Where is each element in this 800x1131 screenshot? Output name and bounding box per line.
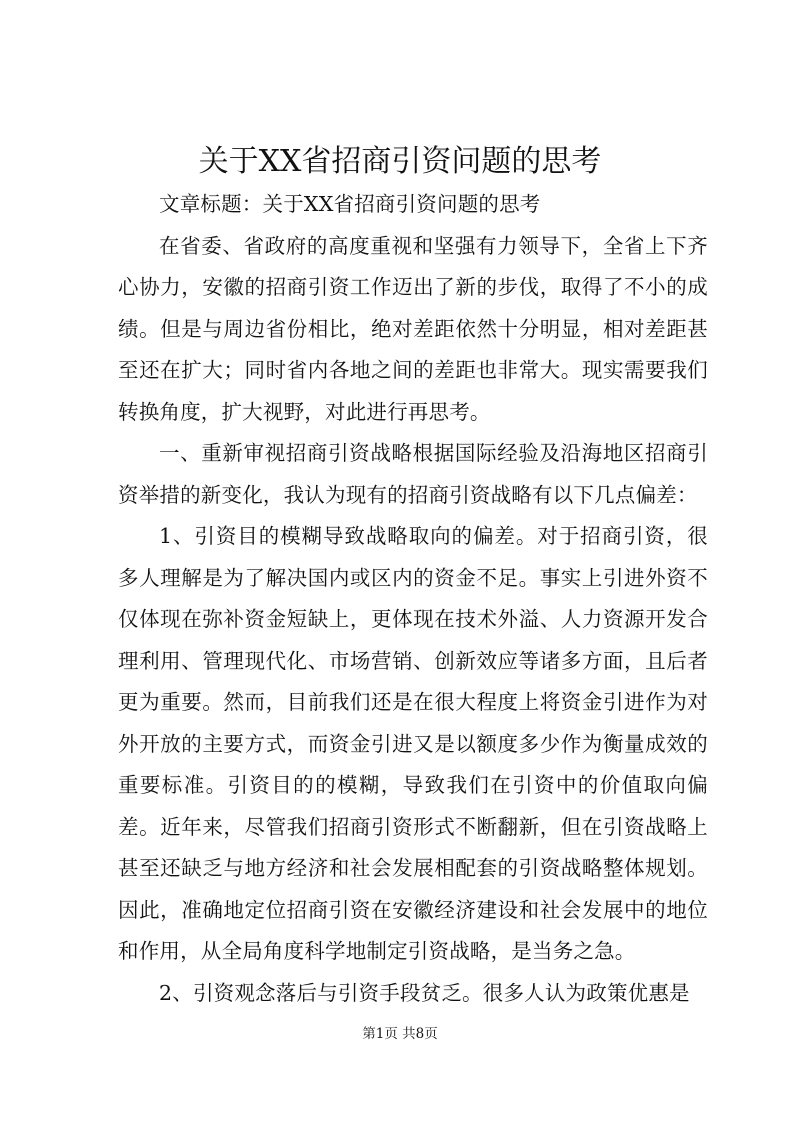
paragraph-intro: 在省委、省政府的高度重视和坚强有力领导下，全省上下齐心协力，安徽的招商引资工作迈出了新的步伐，取得了不小的成绩。但是与周边省份相比，绝对差距依然十分明显，相对差距甚至还在扩大；同时省内各地之间的差距也非常大。现实需要我们转换角度，扩大视野，对此进行再思考。	[118, 233, 708, 424]
paragraph-article-heading: 文章标题：关于XX省招商引资问题的思考	[159, 192, 541, 216]
paragraph-point-two: 2、引资观念落后与引资手段贫乏。很多人认为政策优惠是	[159, 980, 690, 1005]
paragraph-point-one: 1、引资目的模糊导致战略取向的偏差。对于招商引资，很多人理解是为了解决国内或区内的资金不足。事实上引进外资不仅体现在弥补资金短缺上，更体现在技术外溢、人力资源开发合理利用、管理现代化、市场营销、创新效应等诸多方面，且后者更为重要。然而，目前我们还是在很大程度上将资金引进作为对外开放的主要方式，而资金引进又是以额度多少作为衡量成效的重要标准。引资目的的模糊，导致我们在引资中的价值取向偏差。近年来，尽管我们招商引资形式不断翻新，但在引资战略上甚至还缺乏与地方经济和社会发展相配套的引资战略整体规划。因此，准确地定位招商引资在安徽经济建设和社会发展中的地位和作用，从全局角度科学地制定引资战略，是当务之急。	[118, 524, 708, 963]
document-body	[118, 184, 708, 1014]
document-title: 关于XX省招商引资问题的思考	[198, 144, 602, 179]
page-number-footer: 第1页 共8页	[362, 1026, 438, 1042]
paragraph-section-one: 一、重新审视招商引资战略根据国际经验及沿海地区招商引资举措的新变化，我认为现有的招商引资战略有以下几点偏差：	[118, 441, 708, 507]
